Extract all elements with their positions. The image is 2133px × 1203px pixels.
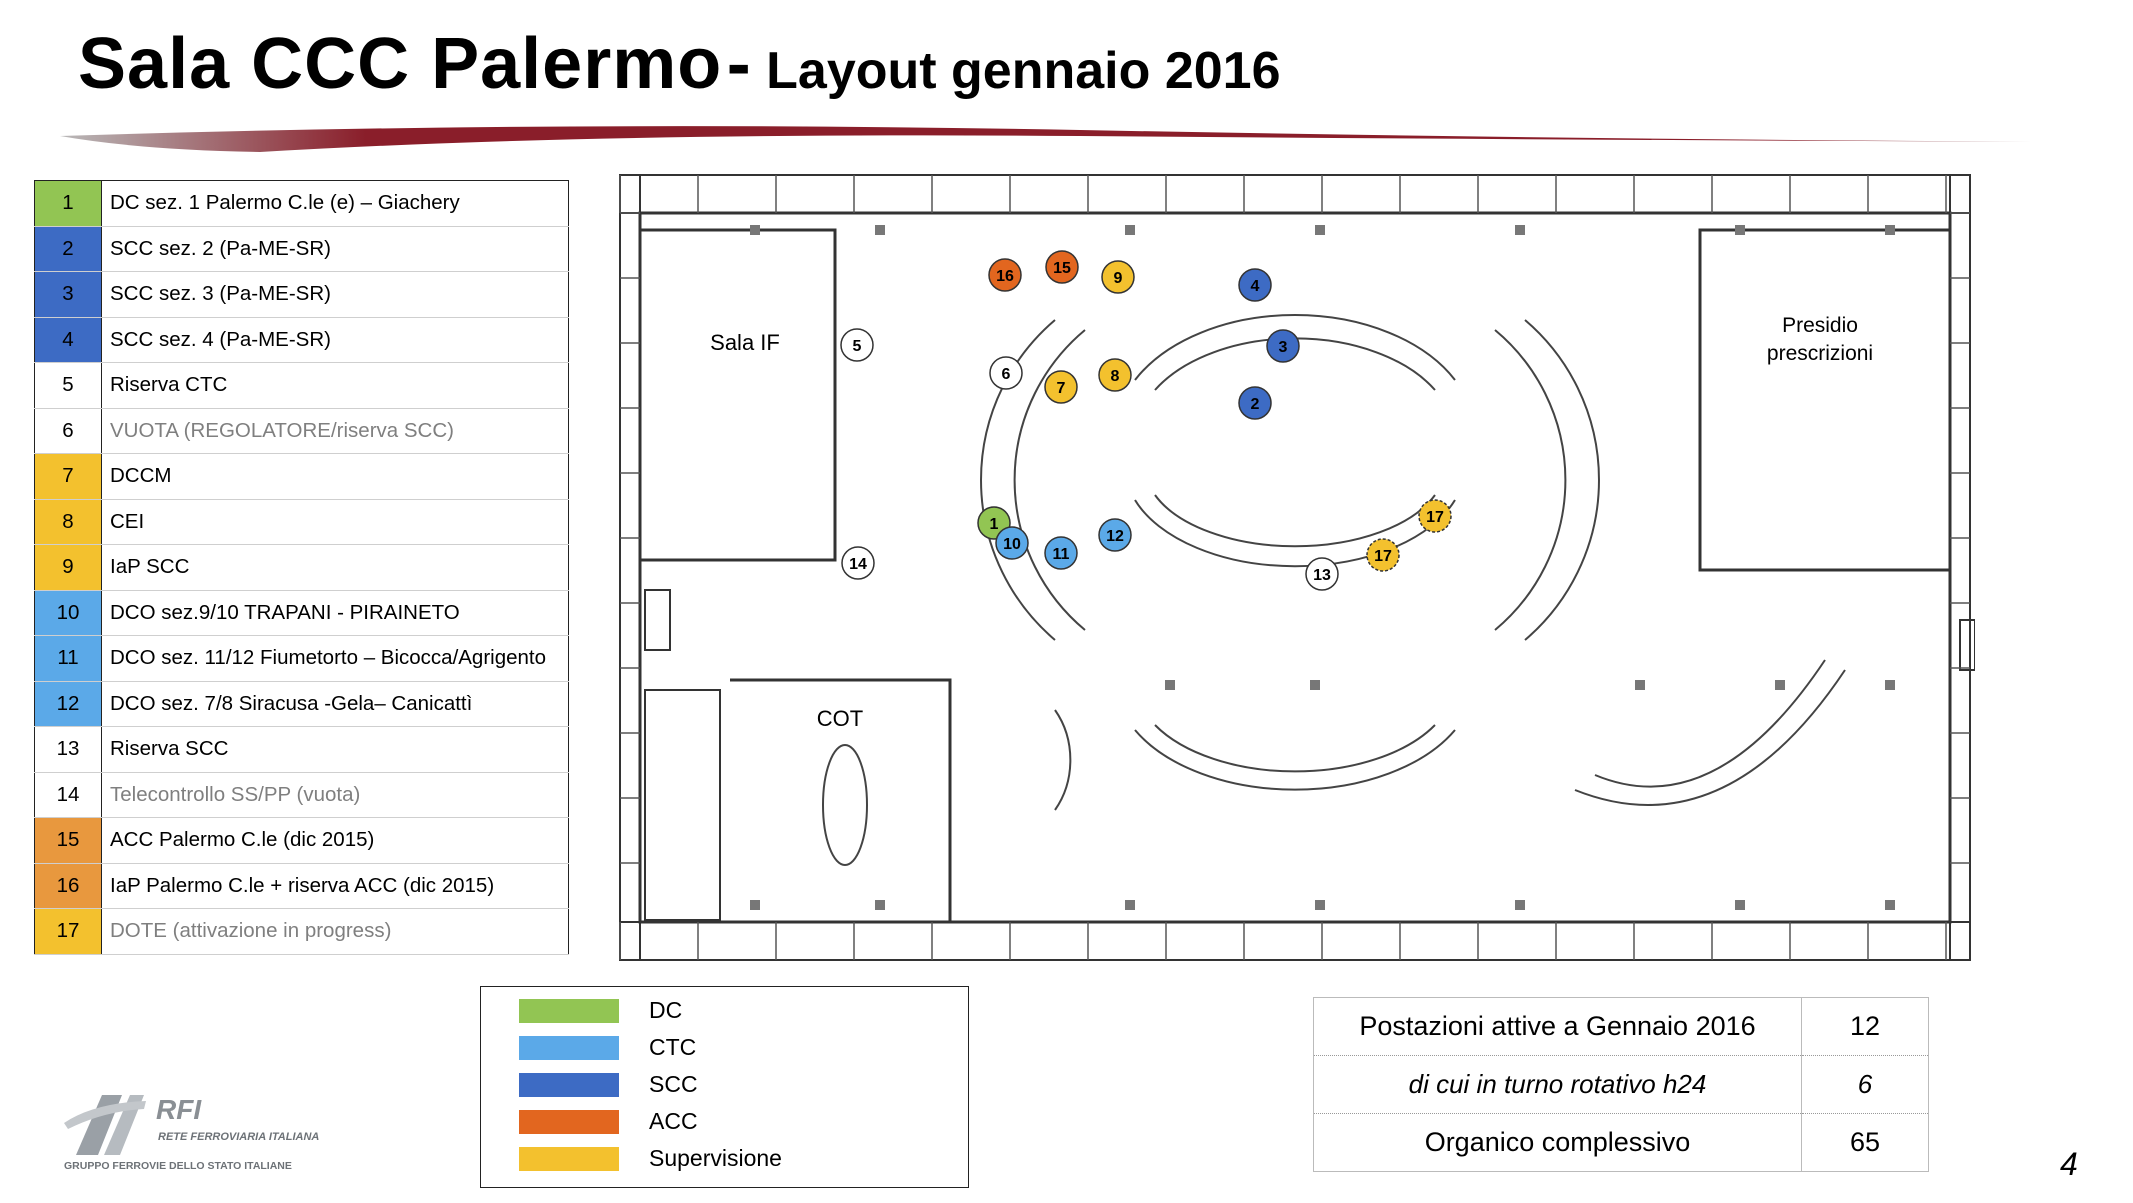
color-swatch xyxy=(519,999,619,1023)
pillar xyxy=(1735,900,1745,910)
logo-brand: RFI xyxy=(156,1094,202,1125)
legend-row-number: 16 xyxy=(35,863,102,909)
color-swatch xyxy=(519,1073,619,1097)
summary-row xyxy=(1314,998,1929,1056)
summary-label: di cui in turno rotativo h24 xyxy=(1314,1056,1802,1114)
legend-row-number: 8 xyxy=(35,499,102,545)
legend-row-description: DCO sez. 11/12 Fiumetorto – Bicocca/Agrigento xyxy=(102,636,569,682)
color-key-label: SCC xyxy=(649,1071,698,1097)
summary-value: 12 xyxy=(1802,998,1929,1056)
pillar xyxy=(1165,680,1175,690)
summary-label: Organico complessivo xyxy=(1314,1114,1802,1172)
legend-row-number: 17 xyxy=(35,909,102,955)
pillar xyxy=(1775,680,1785,690)
room-label-cot: COT xyxy=(816,706,864,731)
legend-row xyxy=(35,545,569,591)
workstation-number: 9 xyxy=(1113,270,1123,287)
legend-row xyxy=(35,226,569,272)
legend-row-number: 11 xyxy=(35,636,102,682)
pillar xyxy=(1515,225,1525,235)
title-underline-swoosh xyxy=(60,122,2100,162)
legend-row-number: 12 xyxy=(35,681,102,727)
pillar xyxy=(1735,225,1745,235)
workstation-number: 4 xyxy=(1250,278,1260,295)
legend-row-description: DCO sez. 7/8 Siracusa -Gela– Canicattì xyxy=(102,681,569,727)
legend-row xyxy=(35,590,569,636)
floor-plan xyxy=(615,170,1975,970)
workstation-marker-7 xyxy=(1045,371,1077,403)
legend-row-description: SCC sez. 3 (Pa-ME-SR) xyxy=(102,272,569,318)
legend-row-number: 3 xyxy=(35,272,102,318)
color-key-label: ACC xyxy=(649,1108,698,1134)
legend-row-number: 13 xyxy=(35,727,102,773)
summary-row xyxy=(1314,1056,1929,1114)
workstation-number: 16 xyxy=(996,268,1014,285)
legend-row-description: IaP Palermo C.le + riserva ACC (dic 2015) xyxy=(102,863,569,909)
workstation-number: 2 xyxy=(1250,396,1260,413)
title-sub: Layout gennaio 2016 xyxy=(766,42,1281,100)
logo-line1: RETE FERROVIARIA ITALIANA xyxy=(158,1131,320,1143)
legend-row xyxy=(35,818,569,864)
workstation-marker-15 xyxy=(1046,251,1078,283)
color-key-label: CTC xyxy=(649,1034,697,1060)
legend-row xyxy=(35,272,569,318)
pillar xyxy=(1885,225,1895,235)
legend-row xyxy=(35,317,569,363)
title-separator: - xyxy=(726,24,752,104)
workstation-number: 11 xyxy=(1052,546,1070,563)
pillar xyxy=(1635,680,1645,690)
room-label-sala-if: Sala IF xyxy=(710,330,780,355)
pillar xyxy=(1885,680,1895,690)
summary-row xyxy=(1314,1114,1929,1172)
workstation-number: 8 xyxy=(1110,368,1120,385)
pillar xyxy=(1315,900,1325,910)
pillar xyxy=(1515,900,1525,910)
workstation-number: 17 xyxy=(1426,509,1444,526)
title-main: Sala CCC Palermo xyxy=(78,24,723,104)
legend-row-description: CEI xyxy=(102,499,569,545)
summary-table xyxy=(1313,997,1929,1172)
legend-row-description: DCO sez.9/10 TRAPANI - PIRAINETO xyxy=(102,590,569,636)
color-swatch xyxy=(519,1036,619,1060)
workstation-marker-14 xyxy=(842,547,874,579)
legend-row-number: 6 xyxy=(35,408,102,454)
legend-row-number: 9 xyxy=(35,545,102,591)
workstation-number: 5 xyxy=(852,338,862,355)
summary-value: 65 xyxy=(1802,1114,1929,1172)
legend-row-description: Telecontrollo SS/PP (vuota) xyxy=(102,772,569,818)
legend-row-description: Riserva CTC xyxy=(102,363,569,409)
workstation-marker-10 xyxy=(996,527,1028,559)
workstation-marker-8 xyxy=(1099,359,1131,391)
legend-row-number: 2 xyxy=(35,226,102,272)
color-key-legend xyxy=(480,986,969,1188)
pillar xyxy=(1885,900,1895,910)
color-key-label: DC xyxy=(649,997,683,1023)
workstation-number: 15 xyxy=(1053,260,1071,277)
logo-line2: GRUPPO FERROVIE DELLO STATO ITALIANE xyxy=(64,1160,292,1172)
workstation-marker-12 xyxy=(1099,519,1131,551)
workstation-number: 7 xyxy=(1056,380,1066,397)
legend-row xyxy=(35,636,569,682)
legend-row-description: ACC Palermo C.le (dic 2015) xyxy=(102,818,569,864)
rfi-logo xyxy=(64,1085,354,1175)
legend-row-description: SCC sez. 2 (Pa-ME-SR) xyxy=(102,226,569,272)
legend-row-number: 1 xyxy=(35,181,102,227)
color-swatch xyxy=(519,1147,619,1171)
pillar xyxy=(1125,225,1135,235)
summary-label: Postazioni attive a Gennaio 2016 xyxy=(1314,998,1802,1056)
legend-row-description: DOTE (attivazione in progress) xyxy=(102,909,569,955)
legend-row xyxy=(35,499,569,545)
pillar xyxy=(875,225,885,235)
pillar xyxy=(1310,680,1320,690)
workstation-number: 17 xyxy=(1374,548,1392,565)
legend-row xyxy=(35,181,569,227)
workstation-number: 14 xyxy=(849,556,867,573)
legend-row-description: Riserva SCC xyxy=(102,727,569,773)
workstation-marker-13 xyxy=(1306,558,1338,590)
room-label-presidio-1: Presidio xyxy=(1782,314,1858,337)
workstation-number: 6 xyxy=(1001,366,1011,383)
color-key-label: Supervisione xyxy=(649,1145,782,1171)
workstation-number: 10 xyxy=(1003,536,1021,553)
legend-row-number: 5 xyxy=(35,363,102,409)
pillar xyxy=(875,900,885,910)
workstation-marker-3 xyxy=(1267,330,1299,362)
color-swatch xyxy=(519,1110,619,1134)
workstation-marker-9 xyxy=(1102,261,1134,293)
pillar xyxy=(1315,225,1325,235)
workstation-marker-16 xyxy=(989,259,1021,291)
room-label-presidio-2: prescrizioni xyxy=(1766,342,1874,365)
legend-row-description: SCC sez. 4 (Pa-ME-SR) xyxy=(102,317,569,363)
slide-title xyxy=(78,24,1281,104)
workstation-number: 3 xyxy=(1278,339,1288,356)
legend-row xyxy=(35,363,569,409)
legend-row xyxy=(35,727,569,773)
workstation-marker-6 xyxy=(990,357,1022,389)
workstation-marker-17 xyxy=(1367,539,1399,571)
pillar xyxy=(750,900,760,910)
legend-row-description: VUOTA (REGOLATORE/riserva SCC) xyxy=(102,408,569,454)
workstation-number: 12 xyxy=(1106,528,1124,545)
legend-row xyxy=(35,772,569,818)
legend-row-number: 4 xyxy=(35,317,102,363)
legend-row-description: DC sez. 1 Palermo C.le (e) – Giachery xyxy=(102,181,569,227)
legend-row xyxy=(35,909,569,955)
workstation-marker-2 xyxy=(1239,387,1271,419)
legend-row-number: 14 xyxy=(35,772,102,818)
workstation-marker-17 xyxy=(1419,500,1451,532)
legend-row-number: 10 xyxy=(35,590,102,636)
legend-row-description: DCCM xyxy=(102,454,569,500)
workstation-marker-5 xyxy=(841,329,873,361)
summary-value: 6 xyxy=(1802,1056,1929,1114)
legend-row-number: 7 xyxy=(35,454,102,500)
legend-row-number: 15 xyxy=(35,818,102,864)
positions-legend-table xyxy=(34,180,569,955)
pillar xyxy=(750,225,760,235)
page-number: 4 xyxy=(2060,1146,2078,1182)
legend-row xyxy=(35,681,569,727)
workstation-marker-11 xyxy=(1045,537,1077,569)
legend-row xyxy=(35,863,569,909)
workstation-number: 13 xyxy=(1313,567,1331,584)
legend-row xyxy=(35,408,569,454)
pillar xyxy=(1125,900,1135,910)
legend-row xyxy=(35,454,569,500)
workstation-marker-4 xyxy=(1239,269,1271,301)
workstation-number: 1 xyxy=(989,516,999,533)
legend-row-description: IaP SCC xyxy=(102,545,569,591)
